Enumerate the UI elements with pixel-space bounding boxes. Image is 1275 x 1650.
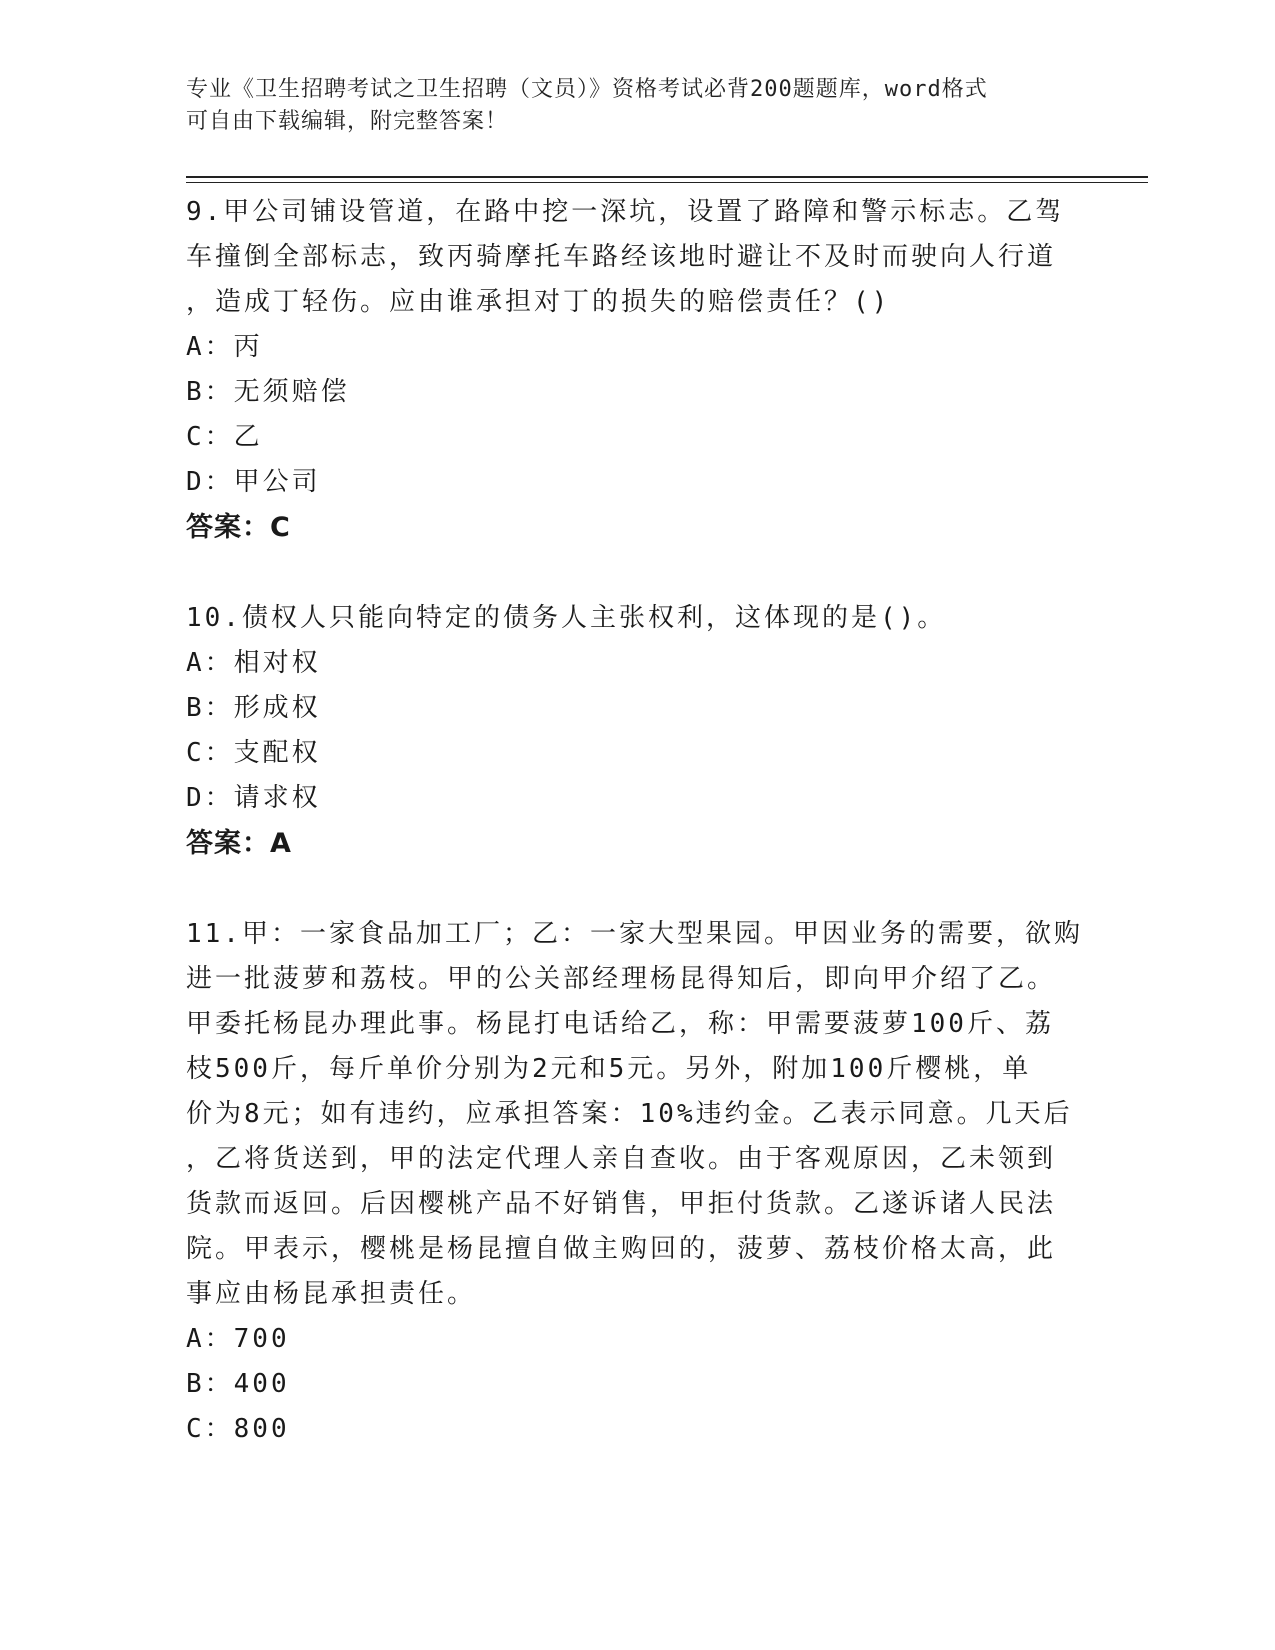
document-header [186, 74, 1086, 138]
question-9-line-3: ，造成丁轻伤。应由谁承担对丁的损失的赔偿责任？() [186, 287, 891, 317]
question-list [186, 190, 1086, 1452]
question-9-option-b: B：无须赔偿 [186, 377, 350, 407]
question-11-line-6: ，乙将货送到，甲的法定代理人亲自查收。由于客观原因，乙未领到 [186, 1144, 1057, 1174]
question-11-line-1: 11.甲：一家食品加工厂；乙：一家大型果园。甲因业务的需要，欲购 [186, 919, 1083, 949]
question-11-line-4: 枝500斤，每斤单价分别为2元和5元。另外，附加100斤樱桃，单 [186, 1054, 1032, 1084]
question-10-line-1: 10.债权人只能向特定的债务人主张权利，这体现的是()。 [186, 603, 947, 633]
question-9-line-2: 车撞倒全部标志，致丙骑摩托车路经该地时避让不及时而驶向人行道 [186, 242, 1057, 272]
spacer [186, 550, 1086, 596]
question-9-option-d: D：甲公司 [186, 467, 321, 497]
question-9 [186, 190, 1086, 550]
header-line-1: 专业《卫生招聘考试之卫生招聘（文员）》资格考试必背200题题库，word格式 [186, 77, 988, 102]
question-11-option-c: C：800 [186, 1414, 290, 1444]
question-11-option-b: B：400 [186, 1369, 290, 1399]
question-10-option-d: D：请求权 [186, 783, 321, 813]
question-10-option-a: A：相对权 [186, 648, 321, 678]
question-11-line-9: 事应由杨昆承担责任。 [186, 1279, 477, 1309]
question-11-line-3: 甲委托杨昆办理此事。杨昆打电话给乙，称：甲需要菠萝100斤、荔 [186, 1009, 1054, 1039]
question-9-option-c: C：乙 [186, 422, 263, 452]
question-9-line-1: 9.甲公司铺设管道，在路中挖一深坑，设置了路障和警示标志。乙驾 [186, 197, 1065, 227]
question-10-answer: 答案：A [186, 828, 292, 859]
question-10-option-c: C：支配权 [186, 738, 321, 768]
question-11-line-7: 货款而返回。后因樱桃产品不好销售，甲拒付货款。乙遂诉诸人民法 [186, 1189, 1057, 1219]
question-11-line-8: 院。甲表示，樱桃是杨昆擅自做主购回的，菠萝、荔枝价格太高，此 [186, 1234, 1057, 1264]
question-11 [186, 912, 1086, 1452]
question-10-option-b: B：形成权 [186, 693, 321, 723]
question-11-option-a: A：700 [186, 1324, 290, 1354]
question-10 [186, 596, 1086, 866]
header-divider-thin [186, 182, 1148, 183]
header-line-2: 可自由下载编辑，附完整答案！ [186, 109, 509, 134]
question-9-answer: 答案：C [186, 512, 291, 543]
question-11-line-5: 价为8元；如有违约，应承担答案：10%违约金。乙表示同意。几天后 [186, 1099, 1073, 1129]
spacer [186, 866, 1086, 912]
question-9-option-a: A：丙 [186, 332, 263, 362]
question-11-line-2: 进一批菠萝和荔枝。甲的公关部经理杨昆得知后，即向甲介绍了乙。 [186, 964, 1057, 994]
header-divider-thick [186, 176, 1148, 178]
